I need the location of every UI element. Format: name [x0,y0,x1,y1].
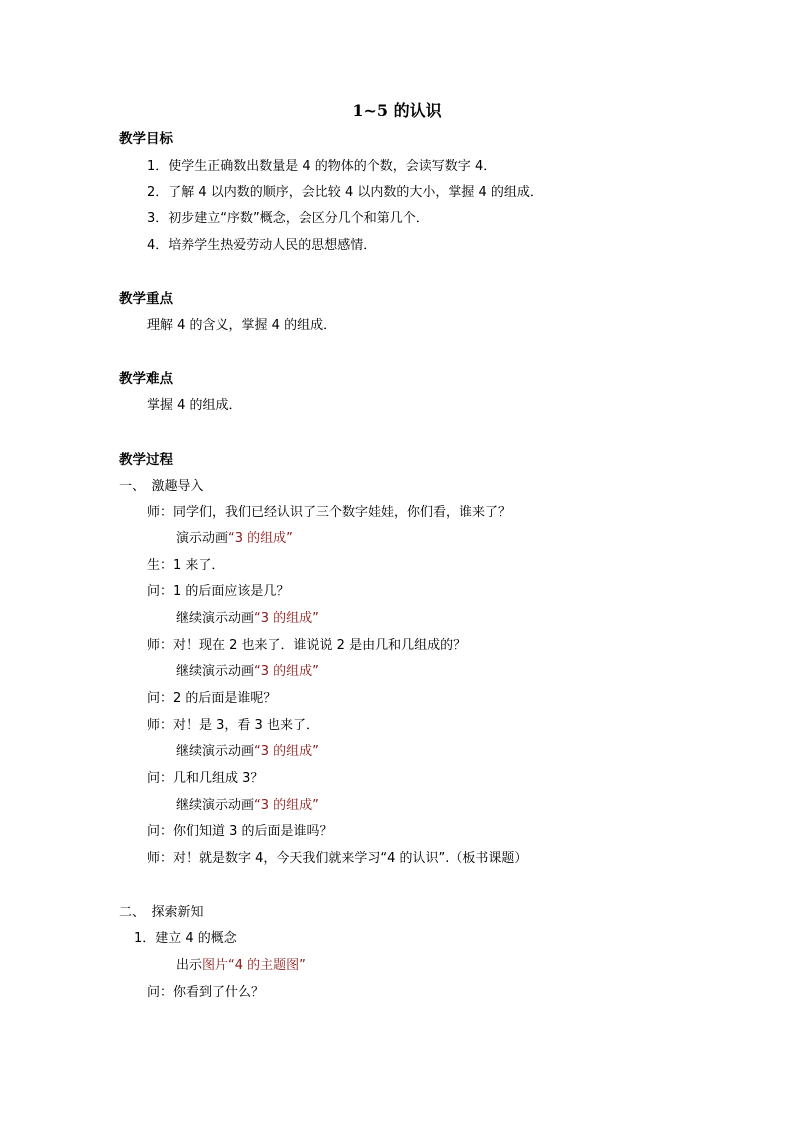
animation-line [176,663,319,681]
dialogue-line: 师：同学们，我们已经认识了三个数字娃娃，你们看，谁来了？ [147,505,512,520]
image-link[interactable]: 图片“4 的主题图” [202,958,306,973]
dialogue-line: 师：对！是 3，看 3 也来了． [147,718,319,733]
image-line [176,957,306,975]
image-prefix: 出示 [176,958,203,973]
animation-line [176,610,319,628]
animation-link[interactable]: “3 的组成” [228,531,293,546]
dialogue-line: 问：你们知道 3 的后面是谁吗？ [147,824,333,839]
animation-link[interactable]: “3 的组成” [254,664,319,679]
dialogue-line: 问：1 的后面应该是几？ [147,584,290,599]
goal-item: 2．了解 4 以内数的顺序，会比较 4 以内数的大小，掌握 4 的组成． [147,185,543,200]
animation-prefix: 继续演示动画 [176,664,255,679]
key-points-text: 理解 4 的含义，掌握 4 的组成． [147,318,337,333]
animation-line [176,530,293,548]
goal-item: 4．培养学生热爱劳动人民的思想感情． [147,238,377,253]
animation-prefix: 继续演示动画 [176,611,255,626]
animation-link[interactable]: “3 的组成” [254,744,319,759]
goal-item: 3．初步建立“序数”概念，会区分几个和第几个． [147,211,429,226]
difficulties-heading: 教学难点 [119,371,173,387]
page-title: 1~5 的认识 [352,101,442,120]
animation-prefix: 继续演示动画 [176,744,255,759]
goals-heading: 教学目标 [119,131,173,147]
dialogue-line: 问：2 的后面是谁呢？ [147,691,277,706]
animation-prefix: 继续演示动画 [176,798,255,813]
dialogue-line: 问：你看到了什么？ [147,985,265,1000]
animation-line [176,743,319,761]
animation-link[interactable]: “3 的组成” [254,611,319,626]
section-label: 二、 探索新知 [119,905,204,920]
dialogue-line: 生：1 来了． [147,558,225,573]
animation-prefix: 演示动画 [176,531,229,546]
animation-line [176,797,319,815]
process-heading: 教学过程 [119,452,173,468]
difficulties-text: 掌握 4 的组成． [147,398,242,413]
goal-item: 1．使学生正确数出数量是 4 的物体的个数，会读写数字 4． [147,159,497,174]
subsection-label: 1．建立 4 的概念 [134,931,237,946]
animation-link[interactable]: “3 的组成” [254,798,319,813]
section-label: 一、 激趣导入 [119,479,204,494]
key-points-heading: 教学重点 [119,291,173,307]
dialogue-line: 问：几和几组成 3？ [147,771,264,786]
dialogue-line: 师：对！现在 2 也来了．谁说说 2 是由几和几组成的？ [147,638,467,653]
dialogue-line: 师：对！就是数字 4，今天我们就来学习“4 的认识”.（板书课题） [147,851,528,866]
